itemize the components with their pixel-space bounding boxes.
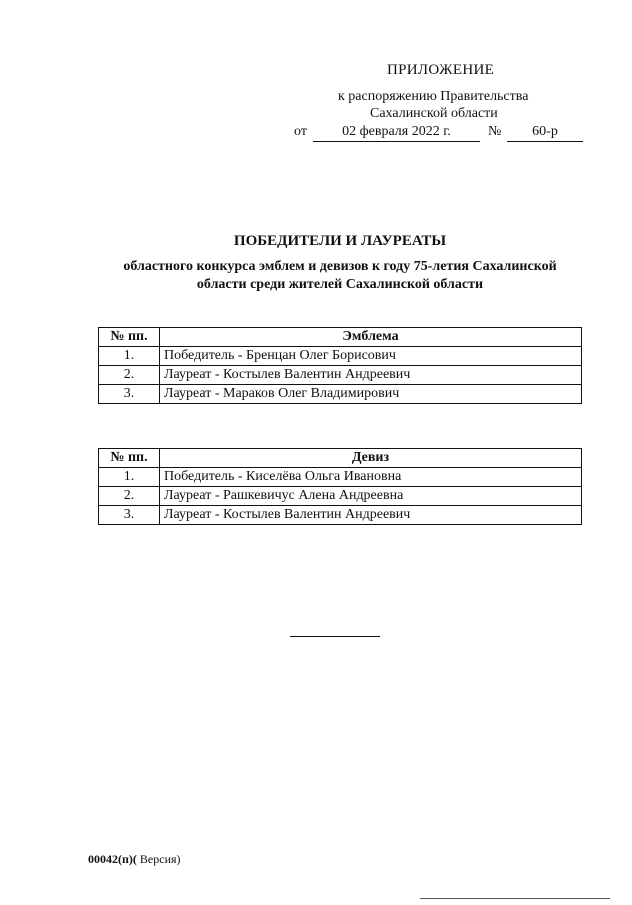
footer-version: Версия) (136, 852, 181, 866)
table-row (99, 347, 582, 366)
row-laureate: Лауреат - Костылев Валентин Андреевич (160, 366, 582, 385)
row-number: 3. (99, 385, 160, 404)
appendix-line-1: к распоряжению Правительства (338, 89, 529, 104)
motto-table (98, 448, 582, 525)
table-row (99, 385, 582, 404)
column-header-number: № пп. (99, 328, 160, 347)
scan-edge-line (420, 898, 610, 899)
row-number: 2. (99, 487, 160, 506)
row-number: 1. (99, 347, 160, 366)
table-row (99, 366, 582, 385)
table-row (99, 468, 582, 487)
appendix-title: ПРИЛОЖЕНИЕ (387, 62, 495, 78)
appendix-line-2: Сахалинской области (370, 106, 498, 121)
footer-code-number: 00042(п)( (88, 852, 137, 866)
document-date: 02 февраля 2022 г. (313, 124, 480, 142)
row-number: 1. (99, 468, 160, 487)
row-number: 3. (99, 506, 160, 525)
subtitle (100, 258, 580, 294)
table-row (99, 506, 582, 525)
column-header-motto: Девиз (160, 449, 582, 468)
main-title: ПОБЕДИТЕЛИ И ЛАУРЕАТЫ (233, 233, 447, 249)
row-laureate: Лауреат - Костылев Валентин Андреевич (160, 506, 582, 525)
end-separator-line (290, 636, 380, 637)
subtitle-line-2: области среди жителей Сахалинской области (196, 277, 484, 292)
column-header-number: № пп. (99, 449, 160, 468)
column-header-emblem: Эмблема (160, 328, 582, 347)
row-laureate: Лауреат - Рашкевичус Алена Андреевна (160, 487, 582, 506)
number-prefix: № (488, 124, 502, 139)
emblem-table (98, 327, 582, 404)
date-prefix: от (294, 124, 307, 139)
subtitle-line-1: областного конкурса эмблем и девизов к году 75-летия Сахалинской (123, 259, 557, 274)
row-number: 2. (99, 366, 160, 385)
table-header-row (99, 328, 582, 347)
table-header-row (99, 449, 582, 468)
table-row (99, 487, 582, 506)
row-laureate: Лауреат - Мараков Олег Владимирович (160, 385, 582, 404)
footer-code (88, 852, 181, 867)
row-winner: Победитель - Бренцан Олег Борисович (160, 347, 582, 366)
row-winner: Победитель - Киселёва Ольга Ивановна (160, 468, 582, 487)
date-number-row (294, 124, 594, 144)
document-number: 60-р (507, 124, 583, 142)
